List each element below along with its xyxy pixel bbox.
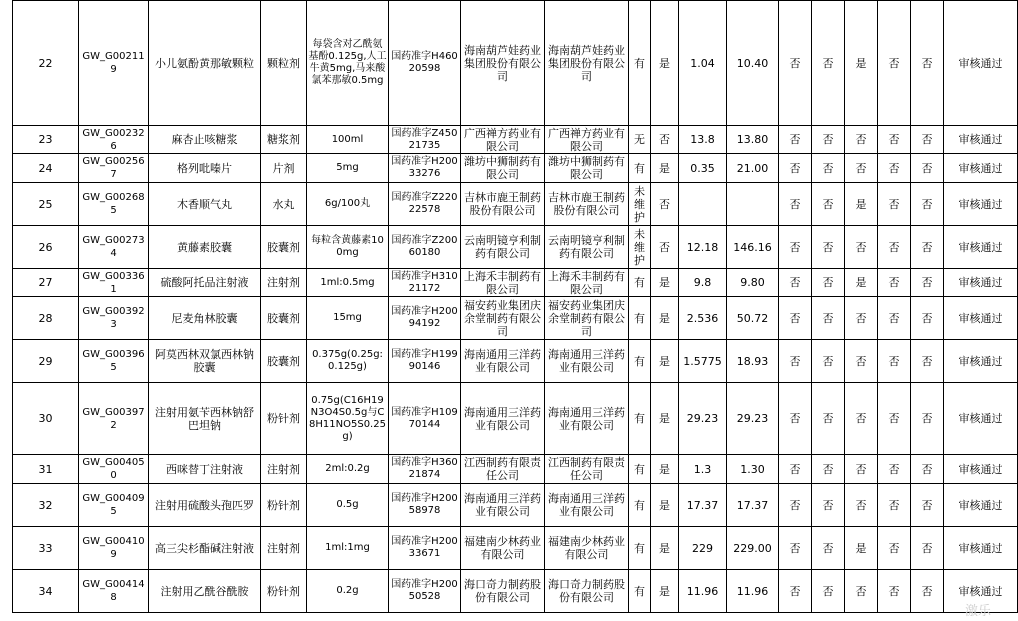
cell-no: 32 <box>13 484 79 527</box>
cell-c17: 否 <box>911 226 944 269</box>
cell-c13: 否 <box>779 527 812 570</box>
cell-approval: 国药准字H31021172 <box>389 269 461 297</box>
table-row <box>13 527 1018 570</box>
cell-applicant: 云南明镜亨利制药有限公司 <box>545 226 629 269</box>
cell-c14: 否 <box>812 455 845 484</box>
cell-c14: 否 <box>812 527 845 570</box>
cell-applicant: 海口奇力制药股份有限公司 <box>545 570 629 613</box>
cell-producer: 海南通用三洋药业有限公司 <box>461 340 545 383</box>
cell-approval: 国药准字H20094192 <box>389 297 461 340</box>
cell-c17: 否 <box>911 126 944 154</box>
cell-spec: 每袋含对乙酰氨基酚0.125g,人工牛黄5mg,马来酸氯苯那敏0.5mg <box>307 1 389 126</box>
cell-c13: 否 <box>779 297 812 340</box>
cell-code: GW_G003965 <box>79 340 149 383</box>
cell-c15: 否 <box>845 226 878 269</box>
cell-approval: 国药准字H20033671 <box>389 527 461 570</box>
cell-spec: 0.375g(0.25g:0.125g) <box>307 340 389 383</box>
cell-producer: 吉林市鹿王制药股份有限公司 <box>461 183 545 226</box>
cell-c15: 是 <box>845 1 878 126</box>
cell-result: 审核通过 <box>944 1 1018 126</box>
cell-c15: 否 <box>845 297 878 340</box>
cell-applicant: 海南通用三洋药业有限公司 <box>545 383 629 455</box>
cell-c10: 否 <box>651 226 679 269</box>
table-row <box>13 340 1018 383</box>
cell-spec: 1ml:0.5mg <box>307 269 389 297</box>
cell-form: 胶囊剂 <box>261 340 307 383</box>
cell-c10: 是 <box>651 383 679 455</box>
cell-c9: 有 <box>629 1 651 126</box>
cell-result: 审核通过 <box>944 484 1018 527</box>
cell-producer: 海南通用三洋药业有限公司 <box>461 484 545 527</box>
cell-spec: 0.2g <box>307 570 389 613</box>
cell-c14: 否 <box>812 154 845 183</box>
table-row <box>13 126 1018 154</box>
cell-spec: 2ml:0.2g <box>307 455 389 484</box>
cell-c13: 否 <box>779 269 812 297</box>
cell-c16: 否 <box>878 183 911 226</box>
cell-c14: 否 <box>812 570 845 613</box>
cell-c12: 13.80 <box>727 126 779 154</box>
cell-c12: 29.23 <box>727 383 779 455</box>
cell-c11: 1.3 <box>679 455 727 484</box>
cell-c17: 否 <box>911 1 944 126</box>
table-row <box>13 269 1018 297</box>
cell-code: GW_G003923 <box>79 297 149 340</box>
cell-c11: 12.18 <box>679 226 727 269</box>
cell-c9: 有 <box>629 269 651 297</box>
cell-c11: 9.8 <box>679 269 727 297</box>
cell-c11 <box>679 183 727 226</box>
cell-c12: 21.00 <box>727 154 779 183</box>
drug-review-table <box>12 0 1018 613</box>
cell-code: GW_G004095 <box>79 484 149 527</box>
cell-approval: 国药准字H20050528 <box>389 570 461 613</box>
cell-form: 胶囊剂 <box>261 226 307 269</box>
table-row <box>13 183 1018 226</box>
cell-c11: 1.04 <box>679 1 727 126</box>
cell-c17: 否 <box>911 154 944 183</box>
cell-c14: 否 <box>812 1 845 126</box>
cell-code: GW_G002326 <box>79 126 149 154</box>
cell-c11: 17.37 <box>679 484 727 527</box>
cell-spec: 每粒含黄藤素100mg <box>307 226 389 269</box>
cell-no: 29 <box>13 340 79 383</box>
cell-c17: 否 <box>911 527 944 570</box>
cell-spec: 1ml:1mg <box>307 527 389 570</box>
cell-c13: 否 <box>779 226 812 269</box>
cell-producer: 海口奇力制药股份有限公司 <box>461 570 545 613</box>
cell-c12: 9.80 <box>727 269 779 297</box>
cell-name: 高三尖杉酯碱注射液 <box>149 527 261 570</box>
cell-c9: 无 <box>629 126 651 154</box>
cell-c15: 否 <box>845 126 878 154</box>
cell-approval: 国药准字H36021874 <box>389 455 461 484</box>
cell-c14: 否 <box>812 484 845 527</box>
cell-c17: 否 <box>911 570 944 613</box>
cell-result: 审核通过 <box>944 383 1018 455</box>
cell-c9: 未维护 <box>629 226 651 269</box>
cell-c11: 0.35 <box>679 154 727 183</box>
cell-c15: 否 <box>845 340 878 383</box>
cell-code: GW_G003361 <box>79 269 149 297</box>
cell-c9: 有 <box>629 527 651 570</box>
cell-c15: 否 <box>845 484 878 527</box>
cell-c15: 否 <box>845 570 878 613</box>
cell-applicant: 上海禾丰制药有限公司 <box>545 269 629 297</box>
cell-spec: 6g/100丸 <box>307 183 389 226</box>
cell-c10: 是 <box>651 570 679 613</box>
cell-form: 注射剂 <box>261 269 307 297</box>
cell-c14: 否 <box>812 126 845 154</box>
cell-name: 小儿氨酚黄那敏颗粒 <box>149 1 261 126</box>
cell-no: 22 <box>13 1 79 126</box>
cell-result: 审核通过 <box>944 269 1018 297</box>
cell-code: GW_G004050 <box>79 455 149 484</box>
cell-c13: 否 <box>779 383 812 455</box>
cell-result: 审核通过 <box>944 126 1018 154</box>
cell-c13: 否 <box>779 455 812 484</box>
cell-name: 注射用氨苄西林钠舒巴坦钠 <box>149 383 261 455</box>
cell-c10: 是 <box>651 269 679 297</box>
cell-code: GW_G002734 <box>79 226 149 269</box>
cell-c17: 否 <box>911 297 944 340</box>
table-row <box>13 154 1018 183</box>
cell-c13: 否 <box>779 183 812 226</box>
cell-no: 30 <box>13 383 79 455</box>
cell-approval: 国药准字Z45021735 <box>389 126 461 154</box>
cell-c9: 有 <box>629 297 651 340</box>
cell-c14: 否 <box>812 383 845 455</box>
cell-name: 西咪替丁注射液 <box>149 455 261 484</box>
cell-c13: 否 <box>779 484 812 527</box>
cell-result: 审核通过 <box>944 183 1018 226</box>
cell-c15: 否 <box>845 383 878 455</box>
cell-spec: 5mg <box>307 154 389 183</box>
cell-no: 25 <box>13 183 79 226</box>
cell-c12 <box>727 183 779 226</box>
cell-c12: 146.16 <box>727 226 779 269</box>
cell-c14: 否 <box>812 297 845 340</box>
cell-spec: 100ml <box>307 126 389 154</box>
cell-c13: 否 <box>779 340 812 383</box>
cell-spec: 0.5g <box>307 484 389 527</box>
cell-no: 33 <box>13 527 79 570</box>
cell-c17: 否 <box>911 340 944 383</box>
cell-c14: 否 <box>812 183 845 226</box>
cell-form: 胶囊剂 <box>261 297 307 340</box>
cell-c17: 否 <box>911 455 944 484</box>
cell-c16: 否 <box>878 1 911 126</box>
cell-code: GW_G002685 <box>79 183 149 226</box>
cell-c9: 有 <box>629 484 651 527</box>
cell-c10: 是 <box>651 154 679 183</box>
cell-form: 颗粒剂 <box>261 1 307 126</box>
cell-code: GW_G003972 <box>79 383 149 455</box>
table-row <box>13 1 1018 126</box>
cell-approval: 国药准字H19990146 <box>389 340 461 383</box>
cell-applicant: 福建南少林药业有限公司 <box>545 527 629 570</box>
cell-applicant: 海南葫芦娃药业集团股份有限公司 <box>545 1 629 126</box>
cell-name: 注射用乙酰谷酰胺 <box>149 570 261 613</box>
cell-c13: 否 <box>779 570 812 613</box>
cell-c12: 1.30 <box>727 455 779 484</box>
cell-c16: 否 <box>878 484 911 527</box>
cell-c16: 否 <box>878 226 911 269</box>
cell-approval: 国药准字H10970144 <box>389 383 461 455</box>
cell-applicant: 吉林市鹿王制药股份有限公司 <box>545 183 629 226</box>
cell-applicant: 江西制药有限责任公司 <box>545 455 629 484</box>
cell-c15: 是 <box>845 527 878 570</box>
cell-producer: 云南明镜亨利制药有限公司 <box>461 226 545 269</box>
cell-no: 26 <box>13 226 79 269</box>
cell-c13: 否 <box>779 126 812 154</box>
cell-c10: 是 <box>651 297 679 340</box>
cell-c15: 否 <box>845 455 878 484</box>
cell-c14: 否 <box>812 269 845 297</box>
cell-form: 注射剂 <box>261 455 307 484</box>
cell-c9: 有 <box>629 154 651 183</box>
cell-c16: 否 <box>878 527 911 570</box>
cell-approval: 国药准字Z22022578 <box>389 183 461 226</box>
cell-result: 审核通过 <box>944 226 1018 269</box>
cell-c13: 否 <box>779 1 812 126</box>
cell-code: GW_G004109 <box>79 527 149 570</box>
cell-c16: 否 <box>878 340 911 383</box>
cell-form: 水丸 <box>261 183 307 226</box>
cell-spec: 15mg <box>307 297 389 340</box>
cell-c11: 1.5775 <box>679 340 727 383</box>
cell-form: 注射剂 <box>261 527 307 570</box>
cell-result: 审核通过 <box>944 455 1018 484</box>
cell-c10: 是 <box>651 527 679 570</box>
cell-approval: 国药准字H46020598 <box>389 1 461 126</box>
cell-c10: 否 <box>651 126 679 154</box>
cell-c9: 未维护 <box>629 183 651 226</box>
cell-c15: 是 <box>845 269 878 297</box>
cell-c9: 有 <box>629 570 651 613</box>
cell-c15: 是 <box>845 183 878 226</box>
cell-name: 黄藤素胶囊 <box>149 226 261 269</box>
cell-c16: 否 <box>878 154 911 183</box>
cell-c16: 否 <box>878 297 911 340</box>
cell-c12: 11.96 <box>727 570 779 613</box>
watermark: 激乐 <box>964 604 991 619</box>
cell-c12: 17.37 <box>727 484 779 527</box>
cell-no: 23 <box>13 126 79 154</box>
cell-c16: 否 <box>878 269 911 297</box>
table-row <box>13 455 1018 484</box>
cell-c12: 50.72 <box>727 297 779 340</box>
table-row <box>13 383 1018 455</box>
cell-c11: 229 <box>679 527 727 570</box>
cell-c17: 否 <box>911 183 944 226</box>
cell-c16: 否 <box>878 383 911 455</box>
cell-c16: 否 <box>878 455 911 484</box>
cell-c14: 否 <box>812 226 845 269</box>
cell-spec: 0.75g(C16H19N3O4S0.5g与C8H11NO5S0.25g) <box>307 383 389 455</box>
cell-result: 审核通过 <box>944 340 1018 383</box>
table-row <box>13 297 1018 340</box>
cell-c11: 13.8 <box>679 126 727 154</box>
cell-name: 尼麦角林胶囊 <box>149 297 261 340</box>
cell-producer: 海南葫芦娃药业集团股份有限公司 <box>461 1 545 126</box>
cell-c16: 否 <box>878 126 911 154</box>
cell-c9: 有 <box>629 383 651 455</box>
cell-c11: 2.536 <box>679 297 727 340</box>
cell-name: 阿莫西林双氯西林钠胶囊 <box>149 340 261 383</box>
cell-no: 31 <box>13 455 79 484</box>
cell-c12: 18.93 <box>727 340 779 383</box>
cell-applicant: 广西禅方药业有限公司 <box>545 126 629 154</box>
cell-no: 27 <box>13 269 79 297</box>
cell-c14: 否 <box>812 340 845 383</box>
cell-code: GW_G002119 <box>79 1 149 126</box>
cell-no: 34 <box>13 570 79 613</box>
cell-c17: 否 <box>911 383 944 455</box>
cell-approval: 国药准字H20033276 <box>389 154 461 183</box>
cell-result: 审核通过 <box>944 527 1018 570</box>
cell-name: 硫酸阿托品注射液 <box>149 269 261 297</box>
cell-c11: 11.96 <box>679 570 727 613</box>
cell-form: 粉针剂 <box>261 570 307 613</box>
cell-approval: 国药准字H20058978 <box>389 484 461 527</box>
cell-producer: 福安药业集团庆余堂制药有限公司 <box>461 297 545 340</box>
cell-applicant: 福安药业集团庆余堂制药有限公司 <box>545 297 629 340</box>
cell-c17: 否 <box>911 269 944 297</box>
cell-c13: 否 <box>779 154 812 183</box>
cell-code: GW_G002567 <box>79 154 149 183</box>
cell-c17: 否 <box>911 484 944 527</box>
cell-applicant: 海南通用三洋药业有限公司 <box>545 484 629 527</box>
cell-producer: 海南通用三洋药业有限公司 <box>461 383 545 455</box>
cell-form: 片剂 <box>261 154 307 183</box>
table-row <box>13 226 1018 269</box>
cell-c9: 有 <box>629 455 651 484</box>
cell-no: 28 <box>13 297 79 340</box>
cell-form: 粉针剂 <box>261 484 307 527</box>
cell-result: 审核通过 <box>944 154 1018 183</box>
cell-name: 麻杏止咳糖浆 <box>149 126 261 154</box>
cell-c15: 否 <box>845 154 878 183</box>
cell-applicant: 潍坊中狮制药有限公司 <box>545 154 629 183</box>
cell-c12: 10.40 <box>727 1 779 126</box>
cell-c9: 有 <box>629 340 651 383</box>
cell-c16: 否 <box>878 570 911 613</box>
cell-c10: 是 <box>651 340 679 383</box>
cell-result: 审核通过 <box>944 570 1018 613</box>
cell-name: 格列吡嗪片 <box>149 154 261 183</box>
cell-c10: 是 <box>651 1 679 126</box>
cell-approval: 国药准字Z20060180 <box>389 226 461 269</box>
cell-applicant: 海南通用三洋药业有限公司 <box>545 340 629 383</box>
cell-producer: 潍坊中狮制药有限公司 <box>461 154 545 183</box>
cell-name: 注射用硫酸头孢匹罗 <box>149 484 261 527</box>
cell-c10: 是 <box>651 484 679 527</box>
cell-c10: 否 <box>651 183 679 226</box>
table-row <box>13 484 1018 527</box>
cell-c10: 是 <box>651 455 679 484</box>
cell-result: 审核通过 <box>944 297 1018 340</box>
cell-producer: 上海禾丰制药有限公司 <box>461 269 545 297</box>
cell-form: 糖浆剂 <box>261 126 307 154</box>
cell-code: GW_G004148 <box>79 570 149 613</box>
cell-form: 粉针剂 <box>261 383 307 455</box>
table-row <box>13 570 1018 613</box>
cell-producer: 广西禅方药业有限公司 <box>461 126 545 154</box>
cell-producer: 江西制药有限责任公司 <box>461 455 545 484</box>
cell-name: 木香顺气丸 <box>149 183 261 226</box>
cell-c12: 229.00 <box>727 527 779 570</box>
cell-c11: 29.23 <box>679 383 727 455</box>
cell-producer: 福建南少林药业有限公司 <box>461 527 545 570</box>
cell-no: 24 <box>13 154 79 183</box>
